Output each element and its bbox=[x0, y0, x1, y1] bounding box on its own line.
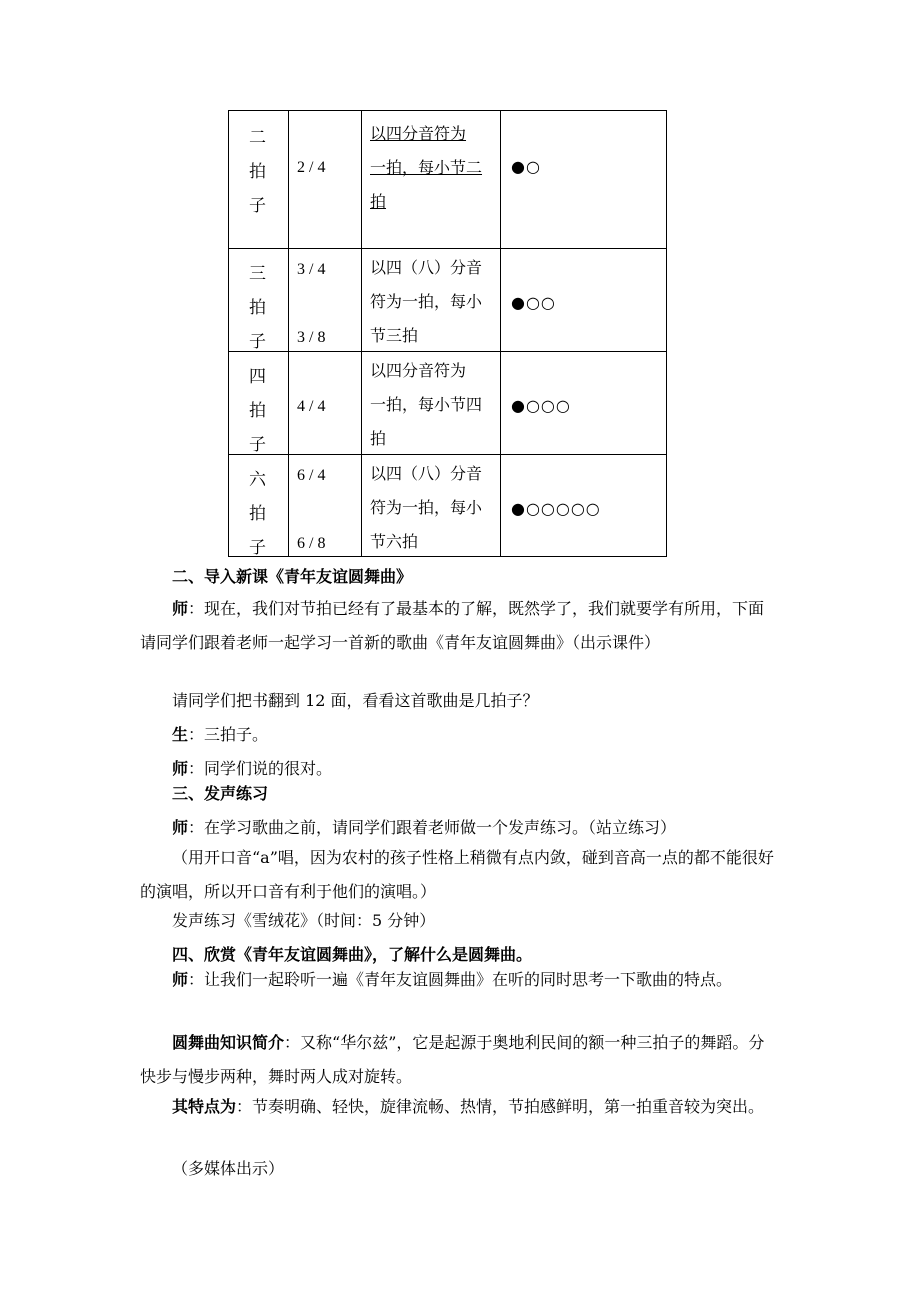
description-cell bbox=[362, 455, 501, 557]
section-heading: 二、导入新课《青年友谊圆舞曲》 bbox=[172, 567, 413, 586]
paragraph-text: ：节奏明确、轻快，旋律流畅、热情，节拍感鲜明，第一拍重音较为突出。 bbox=[236, 1097, 765, 1116]
speaker-label: 生 bbox=[172, 725, 189, 744]
beat-char: 三 bbox=[249, 264, 266, 284]
media-note: （多媒体出示） bbox=[172, 1159, 285, 1178]
beat-char: 子 bbox=[249, 435, 266, 455]
description-cell bbox=[362, 111, 501, 249]
time-signature: 6 / 8 bbox=[297, 535, 326, 552]
description-line: 符为一拍，每小 bbox=[370, 498, 483, 517]
description-line: 节六拍 bbox=[370, 532, 419, 551]
time-signature: 4 / 4 bbox=[297, 398, 326, 415]
section-heading: 三、发声练习 bbox=[172, 784, 269, 803]
beat-char: 拍 bbox=[249, 401, 266, 421]
description-line: 拍 bbox=[370, 192, 387, 211]
beat-char: 子 bbox=[249, 332, 266, 352]
beat-char: 拍 bbox=[249, 504, 266, 524]
feature-label: 其特点为 bbox=[172, 1097, 237, 1116]
table-row bbox=[229, 352, 667, 455]
table-row bbox=[229, 249, 667, 352]
table-row bbox=[229, 455, 667, 557]
speaker-label: 师 bbox=[172, 970, 189, 989]
time-signature-cell bbox=[289, 455, 362, 557]
student-paragraph bbox=[172, 725, 772, 745]
beat-pattern: ●○○ bbox=[511, 293, 556, 312]
paragraph-text: ：又称“华尔兹”，它是起源于奥地利民间的额一种三拍子的舞蹈。分快步与慢步两种，舞时两人成对旋转。 bbox=[140, 1033, 765, 1086]
paragraph-text: ：三拍子。 bbox=[188, 725, 269, 744]
beat-pattern-cell bbox=[501, 352, 667, 455]
description-line: 拍 bbox=[370, 429, 387, 448]
beat-description bbox=[370, 117, 498, 219]
beat-pattern-cell bbox=[501, 111, 667, 249]
paragraph-text: ：在学习歌曲之前，请同学们跟着老师做一个发声练习。（站立练习） bbox=[188, 818, 677, 837]
description-line: 一拍，每小节四 bbox=[370, 395, 483, 414]
time-signature: 2 / 4 bbox=[297, 159, 326, 176]
beat-pattern: ●○○○ bbox=[511, 396, 571, 415]
beat-char: 二 bbox=[249, 128, 266, 148]
description-line: 符为一拍，每小 bbox=[370, 292, 483, 311]
beat-name-cell bbox=[229, 352, 289, 455]
beat-pattern: ●○ bbox=[511, 157, 541, 176]
time-signature-cell bbox=[289, 111, 362, 249]
beat-name-cell bbox=[229, 249, 289, 352]
speaker-label: 师 bbox=[172, 818, 189, 837]
description-cell bbox=[362, 352, 501, 455]
beat-name-cell bbox=[229, 111, 289, 249]
beat-char: 拍 bbox=[249, 162, 266, 182]
practice-paragraph: 发声练习《雪绒花》（时间：5 分钟） bbox=[172, 911, 436, 930]
paragraph-text: ：同学们说的很对。 bbox=[188, 759, 333, 778]
paragraph-text: ：现在，我们对节拍已经有了最基本的了解，既然学了，我们就要学有所用，下面请同学们跟着老师一起学习一首新的歌曲《青年友谊圆舞曲》（出示课件） bbox=[140, 599, 765, 652]
beat-description bbox=[370, 251, 498, 353]
description-line: 以四分音符为 bbox=[370, 361, 467, 380]
intro-label: 圆舞曲知识简介 bbox=[172, 1033, 285, 1052]
note-paragraph: （用开口音“a”唱，因为农村的孩子性格上稍微有点内敛，碰到音高一点的都不能很好的演唱，所以开口音有利于他们的演唱。） bbox=[140, 848, 774, 901]
time-signature-cell bbox=[289, 352, 362, 455]
description-cell bbox=[362, 249, 501, 352]
speaker-label: 师 bbox=[172, 599, 189, 618]
beat-name-cell bbox=[229, 455, 289, 557]
time-signature: 3 / 8 bbox=[297, 329, 326, 346]
teacher-paragraph bbox=[140, 592, 780, 660]
beat-char: 子 bbox=[249, 538, 266, 558]
beat-table bbox=[228, 110, 667, 557]
beat-pattern-cell bbox=[501, 249, 667, 352]
beat-char: 四 bbox=[249, 367, 266, 387]
section-heading: 四、欣赏《青年友谊圆舞曲》，了解什么是圆舞曲。 bbox=[172, 945, 533, 964]
beat-char: 六 bbox=[249, 470, 266, 490]
description-line: 以四（八）分音 bbox=[370, 464, 483, 483]
description-line: 以四分音符为 bbox=[370, 124, 467, 143]
intro-paragraph bbox=[140, 1026, 780, 1094]
teacher-paragraph bbox=[140, 963, 780, 997]
description-line: 节三拍 bbox=[370, 326, 419, 345]
description-line: 一拍，每小节二 bbox=[370, 158, 483, 177]
time-signature: 6 / 4 bbox=[297, 467, 326, 484]
beat-description bbox=[370, 354, 498, 456]
table-row bbox=[229, 111, 667, 249]
teacher-paragraph bbox=[172, 818, 772, 838]
paragraph-text: ：让我们一起聆听一遍《青年友谊圆舞曲》在听的同时思考一下歌曲的特点。 bbox=[188, 970, 733, 989]
question-paragraph: 请同学们把书翻到 12 面，看看这首歌曲是几拍子？ bbox=[172, 691, 539, 710]
beat-description bbox=[370, 457, 498, 559]
description-line: 以四（八）分音 bbox=[370, 258, 483, 277]
beat-pattern: ●○○○○○ bbox=[511, 499, 601, 518]
beat-char: 子 bbox=[249, 196, 266, 216]
teacher-paragraph bbox=[172, 759, 772, 779]
speaker-label: 师 bbox=[172, 759, 189, 778]
feature-paragraph bbox=[140, 1090, 780, 1124]
time-signature: 3 / 4 bbox=[297, 261, 326, 278]
beat-char: 拍 bbox=[249, 298, 266, 318]
beat-pattern-cell bbox=[501, 455, 667, 557]
time-signature-cell bbox=[289, 249, 362, 352]
